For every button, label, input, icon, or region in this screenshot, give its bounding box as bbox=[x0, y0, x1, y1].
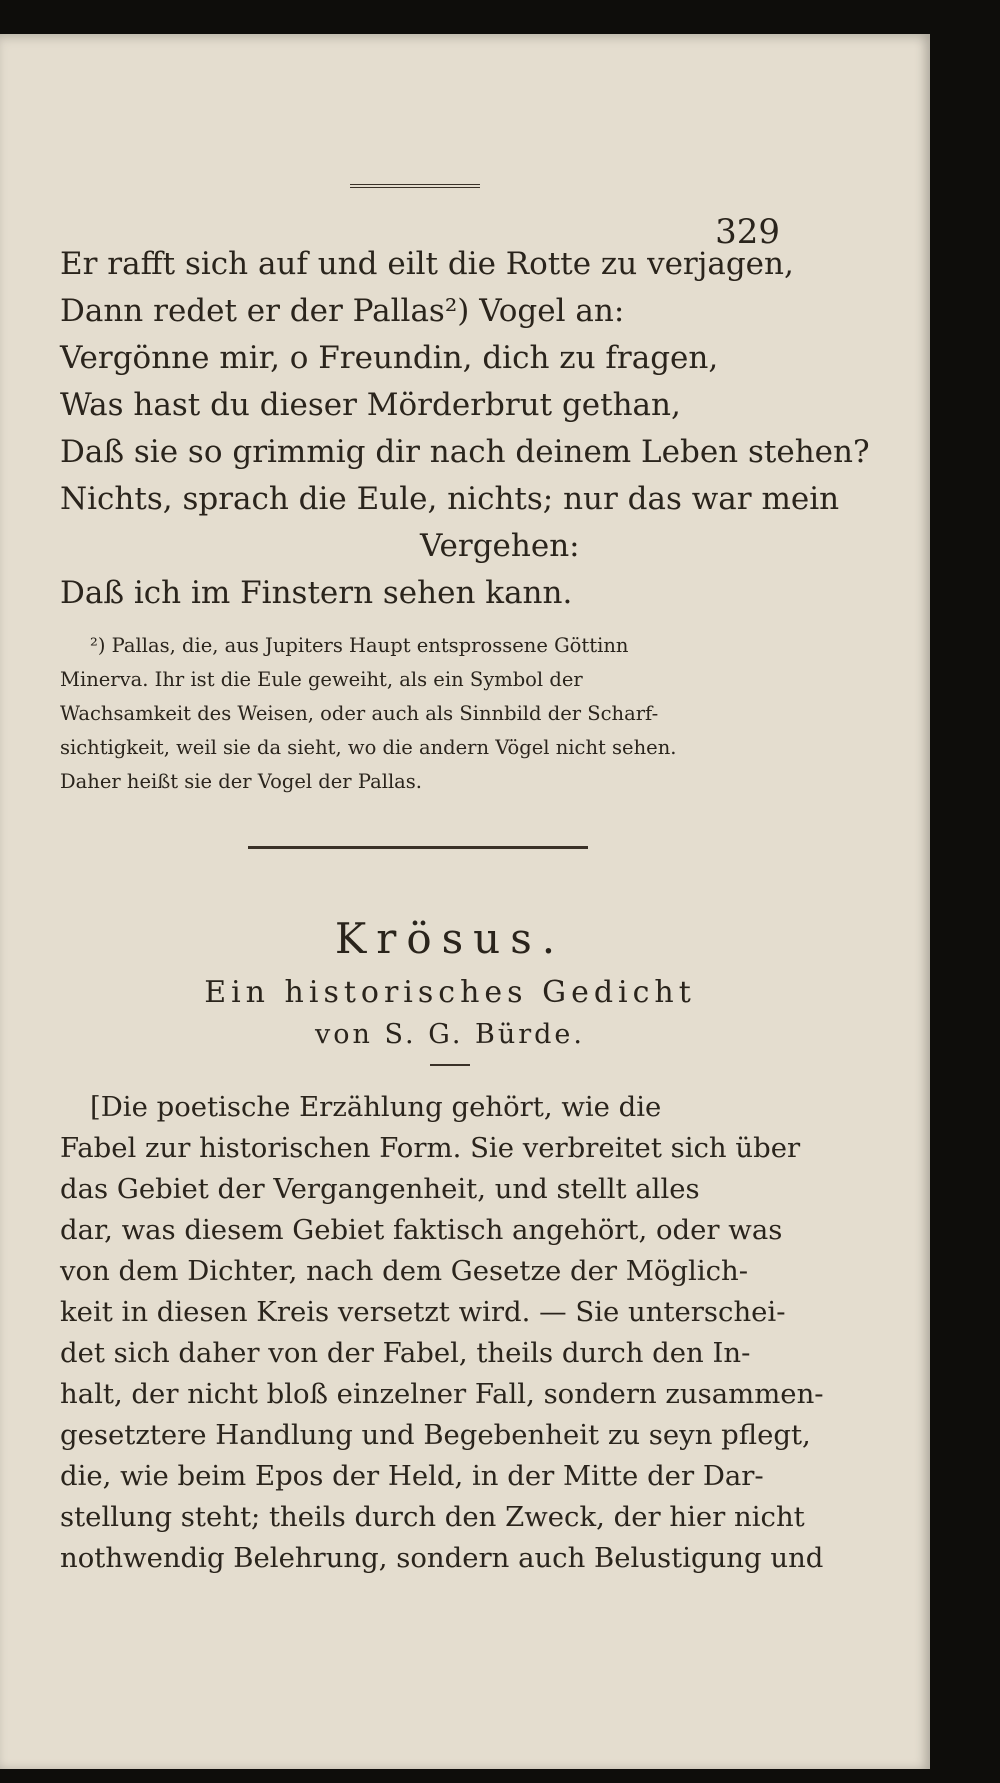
section-divider bbox=[248, 846, 588, 849]
verse-line: Nichts, sprach die Eule, nichts; nur das war mein bbox=[60, 481, 840, 517]
title-divider bbox=[430, 1064, 470, 1066]
prose-line: die, wie beim Epos der Held, in der Mitte der Dar- bbox=[60, 1460, 764, 1492]
page-number: 329 bbox=[715, 212, 780, 252]
verse-line-continuation: Vergehen: bbox=[420, 528, 580, 564]
footnote-line: ²) Pallas, die, aus Jupiters Haupt entsprossene Göttinn bbox=[90, 634, 629, 657]
prose-line: [Die poetische Erzählung gehört, wie die bbox=[90, 1091, 662, 1123]
poem-title: Krösus. bbox=[334, 914, 566, 963]
prose-line: von dem Dichter, nach dem Gesetze der Möglich- bbox=[60, 1255, 749, 1287]
poem-author: von S. G. Bürde. bbox=[315, 1019, 585, 1050]
footnote-line: Daher heißt sie der Vogel der Pallas. bbox=[60, 770, 423, 793]
prose-line: das Gebiet der Vergangenheit, und stellt alles bbox=[60, 1173, 700, 1205]
prose-line: nothwendig Belehrung, sondern auch Belustigung und bbox=[60, 1542, 824, 1574]
verse-line: Vergönne mir, o Freundin, dich zu fragen, bbox=[60, 340, 719, 376]
prose-line: halt, der nicht bloß einzelner Fall, sondern zusammen- bbox=[60, 1378, 824, 1410]
poem-subtitle: Ein historisches Gedicht bbox=[204, 975, 696, 1010]
verse-line: Dann redet er der Pallas²) Vogel an: bbox=[60, 293, 625, 329]
verse-line: Was hast du dieser Mörderbrut gethan, bbox=[60, 387, 681, 423]
verse-line: Daß sie so grimmig dir nach deinem Leben stehen? bbox=[60, 434, 870, 470]
prose-line: dar, was diesem Gebiet faktisch angehört, oder was bbox=[60, 1214, 783, 1246]
header-ornament-rule bbox=[350, 184, 480, 188]
prose-line: det sich daher von der Fabel, theils durch den In- bbox=[60, 1337, 751, 1369]
footnote-line: Wachsamkeit des Weisen, oder auch als Sinnbild der Scharf- bbox=[60, 702, 659, 725]
footnote-line: sichtigkeit, weil sie da sieht, wo die andern Vögel nicht sehen. bbox=[60, 736, 677, 759]
prose-line: gesetztere Handlung und Begebenheit zu seyn pflegt, bbox=[60, 1419, 811, 1451]
prose-line: keit in diesen Kreis versetzt wird. — Sie unterschei- bbox=[60, 1296, 786, 1328]
verse-line: Daß ich im Finstern sehen kann. bbox=[60, 575, 573, 611]
prose-line: stellung steht; theils durch den Zweck, der hier nicht bbox=[60, 1501, 805, 1533]
verse-line: Er rafft sich auf und eilt die Rotte zu verjagen, bbox=[60, 246, 794, 282]
book-page bbox=[0, 34, 930, 1769]
footnote-line: Minerva. Ihr ist die Eule geweiht, als ein Symbol der bbox=[60, 668, 583, 691]
prose-line: Fabel zur historischen Form. Sie verbreitet sich über bbox=[60, 1132, 801, 1164]
